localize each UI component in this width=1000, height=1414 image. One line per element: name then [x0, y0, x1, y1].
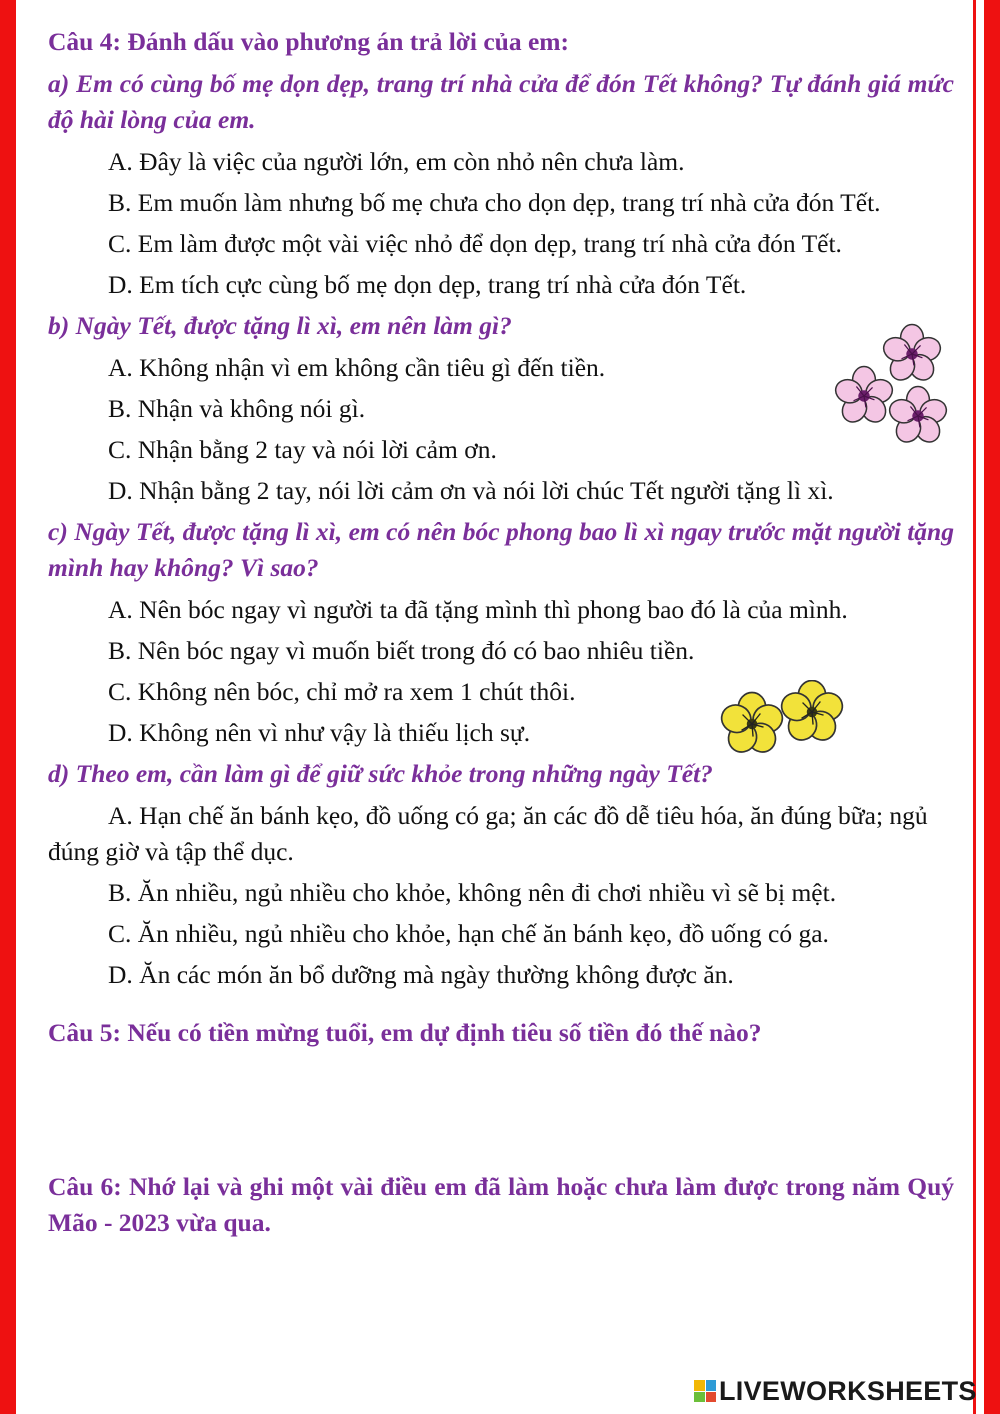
liveworksheets-logo-text: LIVEWORKSHEETS: [719, 1375, 977, 1406]
q6-answer-area[interactable]: [48, 1241, 954, 1351]
right-red-border: [984, 0, 1000, 1414]
q4b-option-d[interactable]: D. Nhận bằng 2 tay, nói lời cảm ơn và nói lời chúc Tết người tặng lì xì.: [108, 476, 834, 505]
right-red-border-line: [973, 0, 976, 1414]
q4b-option-c[interactable]: C. Nhận bằng 2 tay và nói lời cảm ơn.: [108, 435, 497, 464]
q4a-question: a) Em có cùng bố mẹ dọn dẹp, trang trí nhà cửa để đón Tết không? Tự đánh giá mức độ hài lòng của em.: [48, 69, 954, 134]
liveworksheets-logo[interactable]: [694, 1376, 977, 1406]
q4d-option-c[interactable]: C. Ăn nhiều, ngủ nhiều cho khỏe, hạn chế ăn bánh kẹo, đồ uống có ga.: [108, 919, 829, 948]
q5-answer-area[interactable]: [48, 1051, 954, 1169]
q4d-option-b[interactable]: B. Ăn nhiều, ngủ nhiều cho khỏe, không nên đi chơi nhiều vì sẽ bị mệt.: [108, 878, 837, 907]
left-red-border: [0, 0, 16, 1414]
q4c-option-d[interactable]: D. Không nên vì như vậy là thiếu lịch sự.: [108, 718, 531, 747]
q4d-option-a[interactable]: A. Hạn chế ăn bánh kẹo, đồ uống có ga; ăn các đồ dễ tiêu hóa, ăn đúng bữa; ngủ đúng giờ và tập thể dục.: [48, 801, 928, 866]
q4d-option-d[interactable]: D. Ăn các món ăn bổ dưỡng mà ngày thường không được ăn.: [108, 960, 734, 989]
yellow-apricot-blossom-icon: [716, 680, 852, 760]
q6-title: Câu 6: Nhớ lại và ghi một vài điều em đã làm hoặc chưa làm được trong năm Quý Mão - 2023 vừa qua.: [48, 1172, 954, 1237]
q4d-question: d) Theo em, cần làm gì để giữ sức khỏe trong những ngày Tết?: [48, 759, 713, 788]
q4-title: Câu 4: Đánh dấu vào phương án trả lời của em:: [48, 27, 570, 56]
q5-title: Câu 5: Nếu có tiền mừng tuổi, em dự định tiêu số tiền đó thế nào?: [48, 1018, 762, 1047]
q4b-option-b[interactable]: B. Nhận và không nói gì.: [108, 394, 366, 423]
q4b-option-a[interactable]: A. Không nhận vì em không cần tiêu gì đến tiền.: [108, 353, 606, 382]
liveworksheets-logo-icon: [694, 1380, 716, 1402]
q4a-option-d[interactable]: D. Em tích cực cùng bố mẹ dọn dẹp, trang trí nhà cửa đón Tết.: [108, 270, 747, 299]
pink-blossom-icon: [830, 322, 960, 452]
q4b-question: b) Ngày Tết, được tặng lì xì, em nên làm gì?: [48, 311, 512, 340]
q4c-option-a[interactable]: A. Nên bóc ngay vì người ta đã tặng mình thì phong bao đó là của mình.: [108, 595, 848, 624]
q4a-option-b[interactable]: B. Em muốn làm nhưng bố mẹ chưa cho dọn dẹp, trang trí nhà cửa đón Tết.: [108, 188, 881, 217]
q4a-option-a[interactable]: A. Đây là việc của người lớn, em còn nhỏ nên chưa làm.: [108, 147, 685, 176]
q4c-option-b[interactable]: B. Nên bóc ngay vì muốn biết trong đó có bao nhiêu tiền.: [108, 636, 695, 665]
q4c-option-c[interactable]: C. Không nên bóc, chỉ mở ra xem 1 chút thôi.: [108, 677, 576, 706]
q4c-question: c) Ngày Tết, được tặng lì xì, em có nên bóc phong bao lì xì ngay trước mặt người tặng mình hay không? Vì sao?: [48, 517, 954, 582]
q4a-option-c[interactable]: C. Em làm được một vài việc nhỏ để dọn dẹp, trang trí nhà cửa đón Tết.: [108, 229, 842, 258]
